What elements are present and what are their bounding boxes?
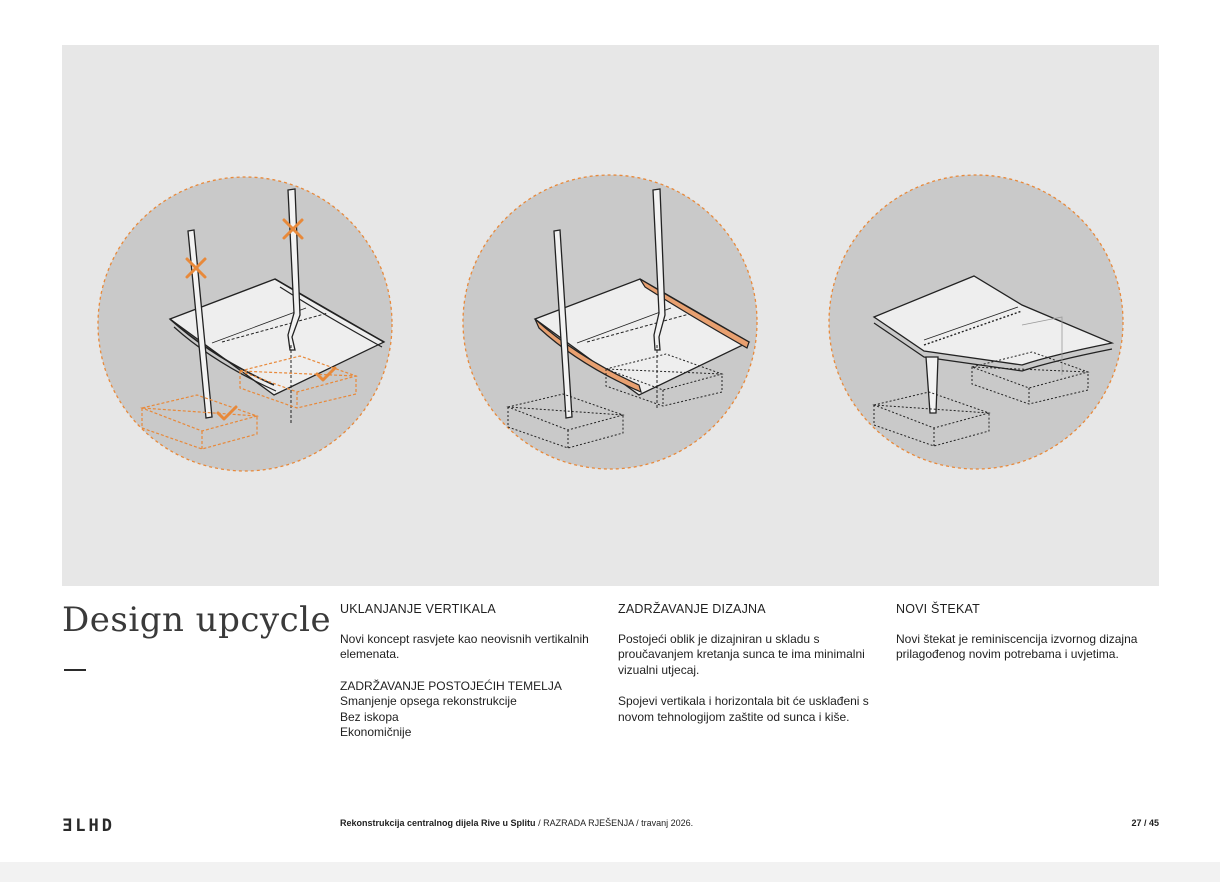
page-title: Design upcycle (62, 600, 332, 640)
list-item: Smanjenje opsega rekonstrukcije (340, 694, 517, 708)
column-subheading: ZADRŽAVANJE POSTOJEĆIH TEMELJA (340, 678, 562, 693)
column-heading: NOVI ŠTEKAT (896, 602, 980, 616)
column-paragraph: Novi koncept rasvjete kao neovisnih vertikalnih elemenata. (340, 631, 589, 661)
title-divider (64, 669, 86, 671)
diagram-new-terrace (829, 175, 1123, 469)
illustration-panel (62, 45, 1159, 586)
bottom-strip (0, 862, 1220, 882)
diagram-keep-design (463, 175, 757, 469)
diagram-remove-verticals (98, 177, 392, 471)
column-heading: UKLANJANJE VERTIKALA (340, 602, 496, 616)
diagram-svg (62, 45, 1159, 586)
page-number: 27 / 45 (1131, 818, 1159, 828)
column-new-terrace (896, 602, 1158, 679)
list-item: Ekonomičnije (340, 725, 412, 739)
column-remove-verticals (340, 602, 600, 741)
column-paragraph: Postojeći oblik je dizajniran u skladu s proučavanjem kretanja sunca te ima minimalni vizualni utjecaj. (618, 631, 865, 677)
column-heading: ZADRŽAVANJE DIZAJNA (618, 602, 766, 616)
column-paragraph: Spojevi vertikala i horizontala bit će usklađeni s novom tehnologijom zaštite od sunca i kiše. (618, 694, 869, 724)
footer-project-title: Rekonstrukcija centralnog dijela Rive u Splitu (340, 818, 536, 828)
column-paragraph: Novi štekat je reminiscencija izvornog dizajna prilagođenog novim potrebama i uvjetima. (896, 631, 1138, 661)
footer-project (340, 818, 693, 828)
list-item: Bez iskopa (340, 709, 399, 724)
footer-project-meta: / RAZRADA RJEŠENJA / travanj 2026. (535, 818, 694, 828)
logo: ƎLHD (62, 816, 115, 836)
column-keep-design (618, 602, 878, 741)
